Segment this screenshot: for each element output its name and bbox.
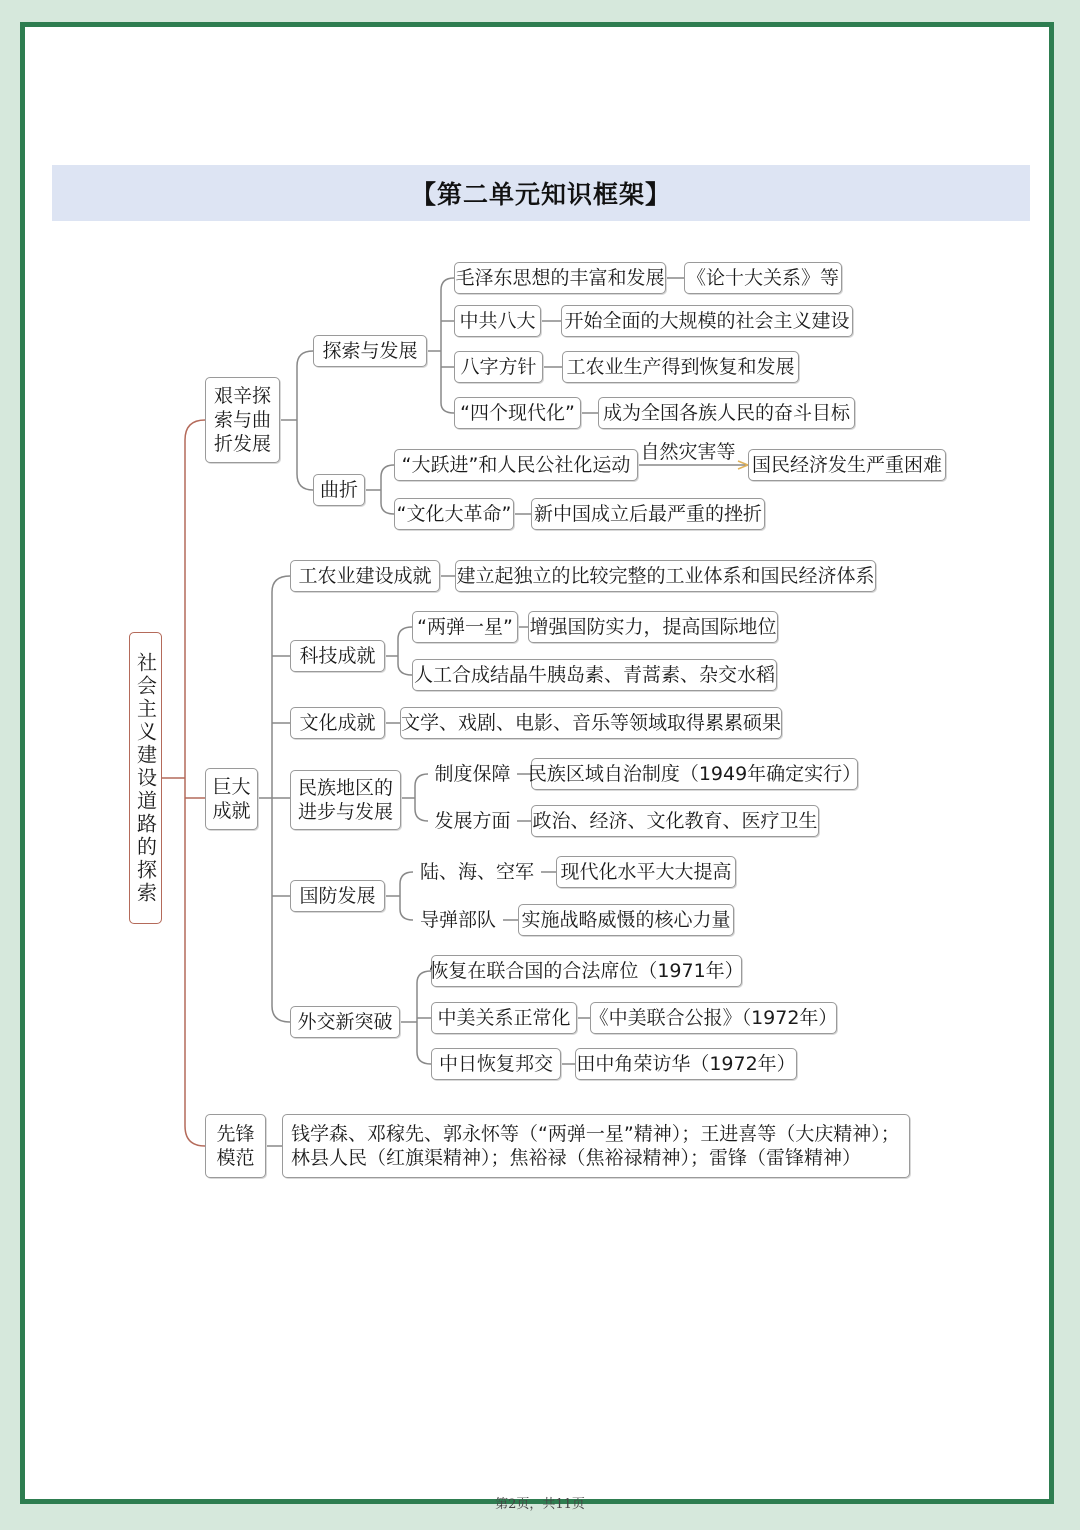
node-development: 发展方面 bbox=[434, 810, 511, 832]
node-science: 科技成就 bbox=[290, 640, 385, 672]
node-severe-setback: 新中国成立后最严重的挫折 bbox=[531, 498, 765, 530]
node-economic-difficulty: 国民经济发生严重困难 bbox=[748, 449, 946, 481]
node-diplomacy: 外交新突破 bbox=[290, 1006, 400, 1038]
node-insulin: 人工合成结晶牛胰岛素、青蒿素、杂交水稻 bbox=[412, 659, 777, 691]
node-cultural-revolution: “文化大革命” bbox=[394, 498, 514, 530]
node-four-modern: “四个现代化” bbox=[454, 397, 581, 429]
node-industry-system: 建立起独立的比较完整的工业体系和国民经济体系 bbox=[455, 560, 876, 592]
node-great-leap: “大跃进”和人民公社化运动 bbox=[394, 449, 638, 481]
node-eight-char: 八字方针 bbox=[454, 351, 543, 383]
node-development-areas: 政治、经济、文化教育、医疗卫生 bbox=[531, 805, 819, 837]
node-recovery: 工农业生产得到恢复和发展 bbox=[562, 351, 799, 383]
node-explore: 探索与发展 bbox=[313, 335, 427, 367]
node-setback: 曲折 bbox=[313, 474, 365, 506]
node-ethnic: 民族地区的进步与发展 bbox=[290, 770, 401, 830]
branch-role-models: 先锋模范 bbox=[205, 1114, 266, 1178]
node-culture: 文化成就 bbox=[290, 707, 385, 739]
node-modernization: 现代化水平大大提高 bbox=[556, 856, 736, 888]
node-deterrence: 实施战略威慑的核心力量 bbox=[518, 904, 734, 936]
node-missile: 导弹部队 bbox=[419, 909, 496, 931]
node-two-bombs: “两弹一星” bbox=[412, 611, 518, 643]
node-industry: 工农业建设成就 bbox=[290, 560, 440, 592]
node-construction: 开始全面的大规模的社会主义建设 bbox=[561, 305, 853, 337]
node-un-seat: 恢复在联合国的合法席位（1971年） bbox=[431, 955, 742, 987]
role-models-line-2: 林县人民（红旗渠精神）；焦裕禄（焦裕禄精神）；雷锋（雷锋精神） bbox=[291, 1147, 862, 1169]
label-natural-disaster: 自然灾害等 bbox=[640, 441, 736, 463]
node-role-models-list bbox=[282, 1114, 910, 1178]
node-defense-strength: 增强国防实力，提高国际地位 bbox=[528, 611, 778, 643]
node-communique: 《中美联合公报》（1972年） bbox=[590, 1002, 837, 1034]
node-defense: 国防发展 bbox=[290, 880, 385, 912]
node-system-guarantee: 制度保障 bbox=[434, 763, 511, 785]
node-ten-relations: 《论十大关系》等 bbox=[684, 262, 842, 294]
node-eighth-congress: 中共八大 bbox=[454, 305, 541, 337]
node-armed-forces: 陆、海、空军 bbox=[419, 861, 534, 883]
node-culture-fruits: 文学、戏剧、电影、音乐等领域取得累累硕果 bbox=[400, 707, 782, 739]
root-node: 社会主义建设道路的探索 bbox=[129, 632, 162, 924]
branch-achievements: 巨大成就 bbox=[205, 768, 258, 830]
node-sino-us: 中美关系正常化 bbox=[431, 1002, 577, 1034]
role-models-line-1: 钱学森、邓稼先、郭永怀等（“两弹一星”精神）；王进喜等（大庆精神）； bbox=[291, 1123, 900, 1145]
branch-hardship: 艰辛探索与曲折发展 bbox=[205, 377, 280, 463]
node-goal: 成为全国各族人民的奋斗目标 bbox=[598, 397, 855, 429]
node-sino-japan: 中日恢复邦交 bbox=[431, 1048, 561, 1080]
node-tanaka: 田中角荣访华（1972年） bbox=[575, 1048, 797, 1080]
page-title: 【第二单元知识框架】 bbox=[410, 180, 671, 209]
page-number: 第2页，共11页 bbox=[495, 1497, 585, 1512]
node-regional-autonomy: 民族区域自治制度（1949年确定实行） bbox=[531, 758, 858, 790]
node-mao-thought: 毛泽东思想的丰富和发展 bbox=[454, 262, 666, 294]
